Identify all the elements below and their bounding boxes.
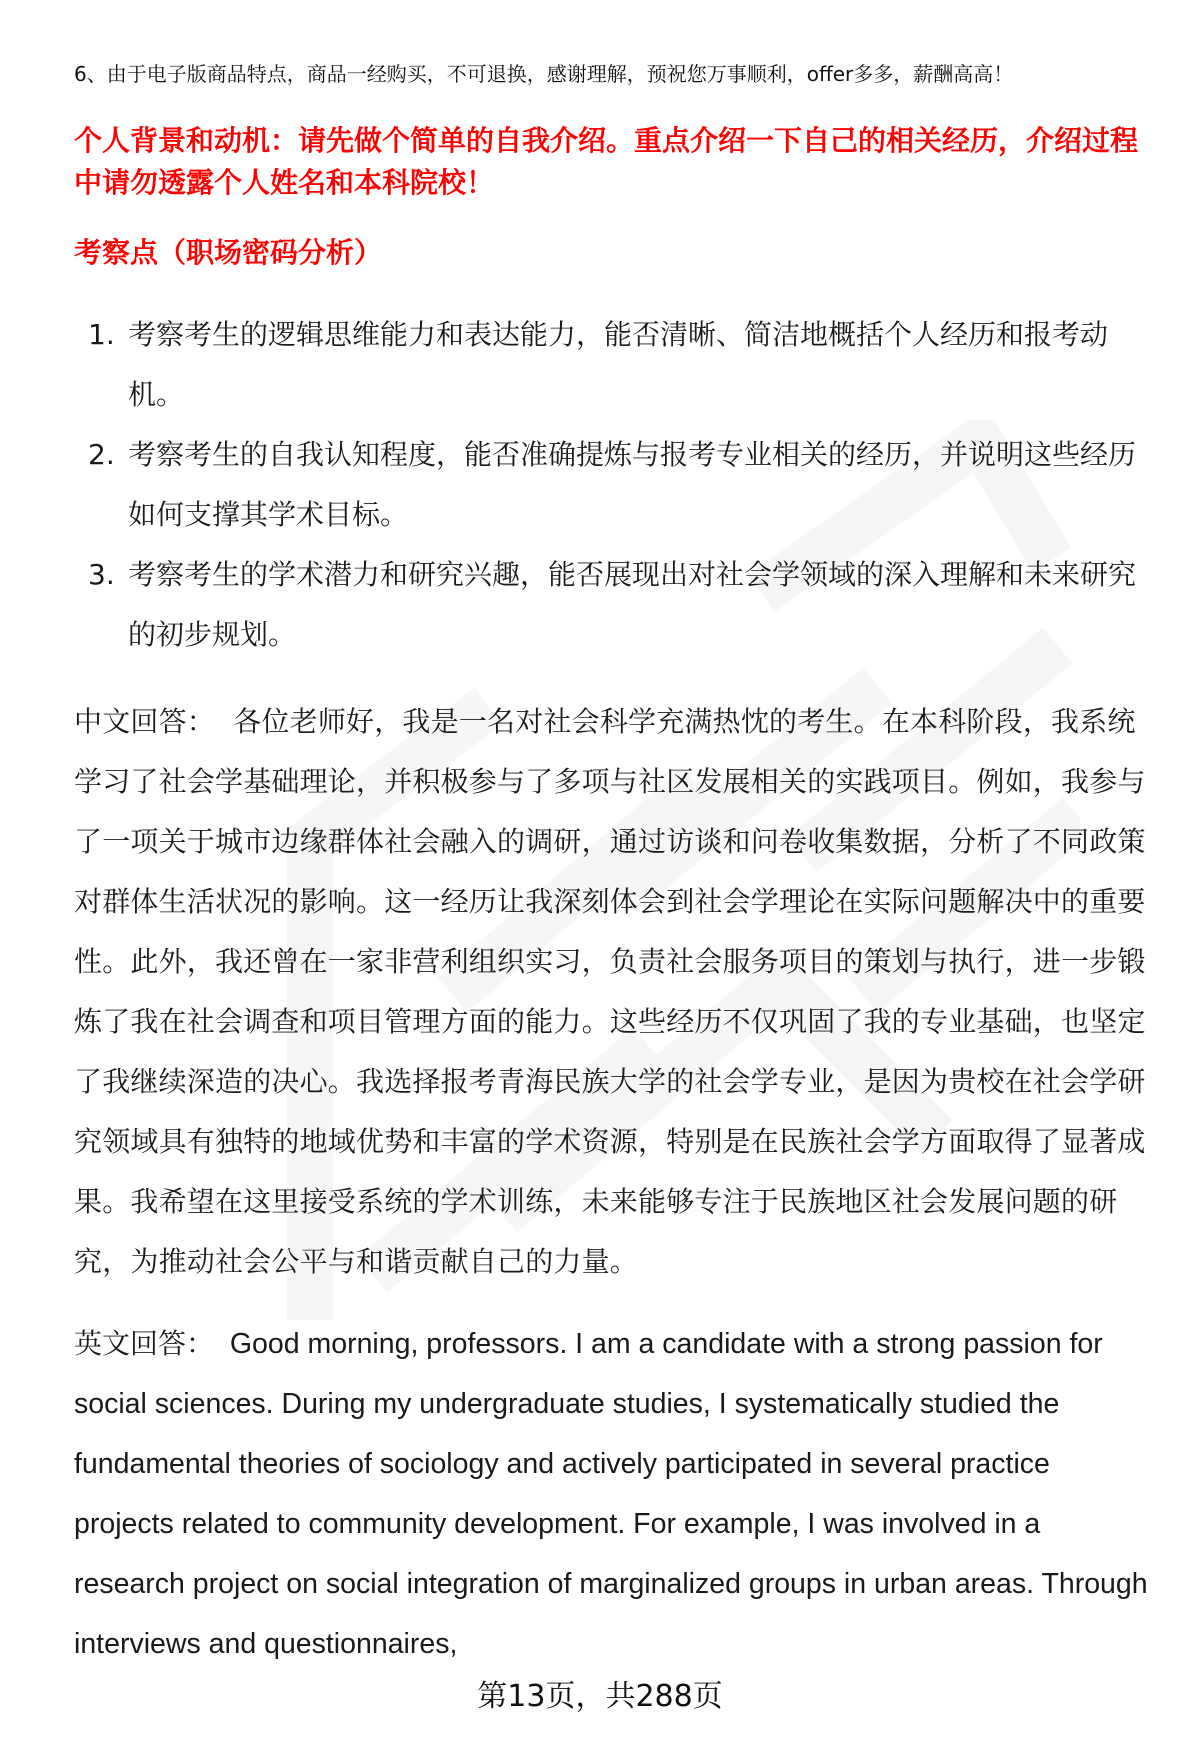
purchase-notice: 6、由于电子版商品特点，商品一经购买，不可退换，感谢理解，预祝您万事顺利，offer多多，薪酬高高！ <box>74 62 1014 86</box>
question-heading: 个人背景和动机：请先做个简单的自我介绍。重点介绍一下自己的相关经历，介绍过程中请勿透露个人姓名和本科院校！ <box>74 124 1139 199</box>
list-item-text: 考察考生的自我认知程度，能否准确提炼与报考专业相关的经历，并说明这些经历如何支撑其学术目标。 <box>128 438 1137 531</box>
english-answer-label: 英文回答： <box>74 1327 215 1360</box>
chinese-answer-label: 中文回答： <box>74 705 216 738</box>
list-item-text: 考察考生的学术潜力和研究兴趣，能否展现出对社会学领域的深入理解和未来研究的初步规划。 <box>128 558 1137 651</box>
chinese-answer <box>74 692 1154 1292</box>
list-item <box>74 305 1154 425</box>
list-item-number: 1. <box>88 318 115 351</box>
points-heading: 考察点（职场密码分析） <box>74 236 383 269</box>
list-item-text: 考察考生的逻辑思维能力和表达能力，能否清晰、简洁地概括个人经历和报考动机。 <box>128 318 1109 411</box>
list-item-number: 2. <box>88 438 115 471</box>
english-answer <box>74 1314 1154 1674</box>
chinese-answer-text: 各位老师好，我是一名对社会科学充满热忱的考生。在本科阶段，我系统学习了社会学基础理论，并积极参与了多项与社区发展相关的实践项目。例如，我参与了一项关于城市边缘群体社会融入的调研，通过访谈和问卷收集数据，分析了不同政策对群体生活状况的影响。这一经历让我深刻体会到社会学理论在实际问题解决中的重要性。此外，我还曾在一家非营利组织实习，负责社会服务项目的策划与执行，进一步锻炼了我在社会调查和项目管理方面的能力。这些经历不仅巩固了我的专业基础，也坚定了我继续深造的决心。我选择报考青海民族大学的社会学专业，是因为贵校在社会学研究领域具有独特的地域优势和丰富的学术资源，特别是在民族社会学方面取得了显著成果。我希望在这里接受系统的学术训练，未来能够专注于民族地区社会发展问题的研究，为推动社会公平与和谐贡献自己的力量。 <box>74 705 1146 1278</box>
list-item-number: 3. <box>88 558 115 591</box>
points-list <box>74 305 1154 665</box>
list-item <box>74 425 1154 545</box>
page-number: 第13页，共288页 <box>477 1679 723 1714</box>
list-item <box>74 545 1154 665</box>
english-answer-text: Good morning, professors. I am a candidate with a strong passion for social sciences. During my undergraduate studies, I systematically studied the fundamental theories of sociology and actively participated in several practice projects related to community development. For example, I was involved in a research project on social integration of marginalized groups in urban areas. Through interviews and questionnaires, <box>74 1328 1148 1660</box>
